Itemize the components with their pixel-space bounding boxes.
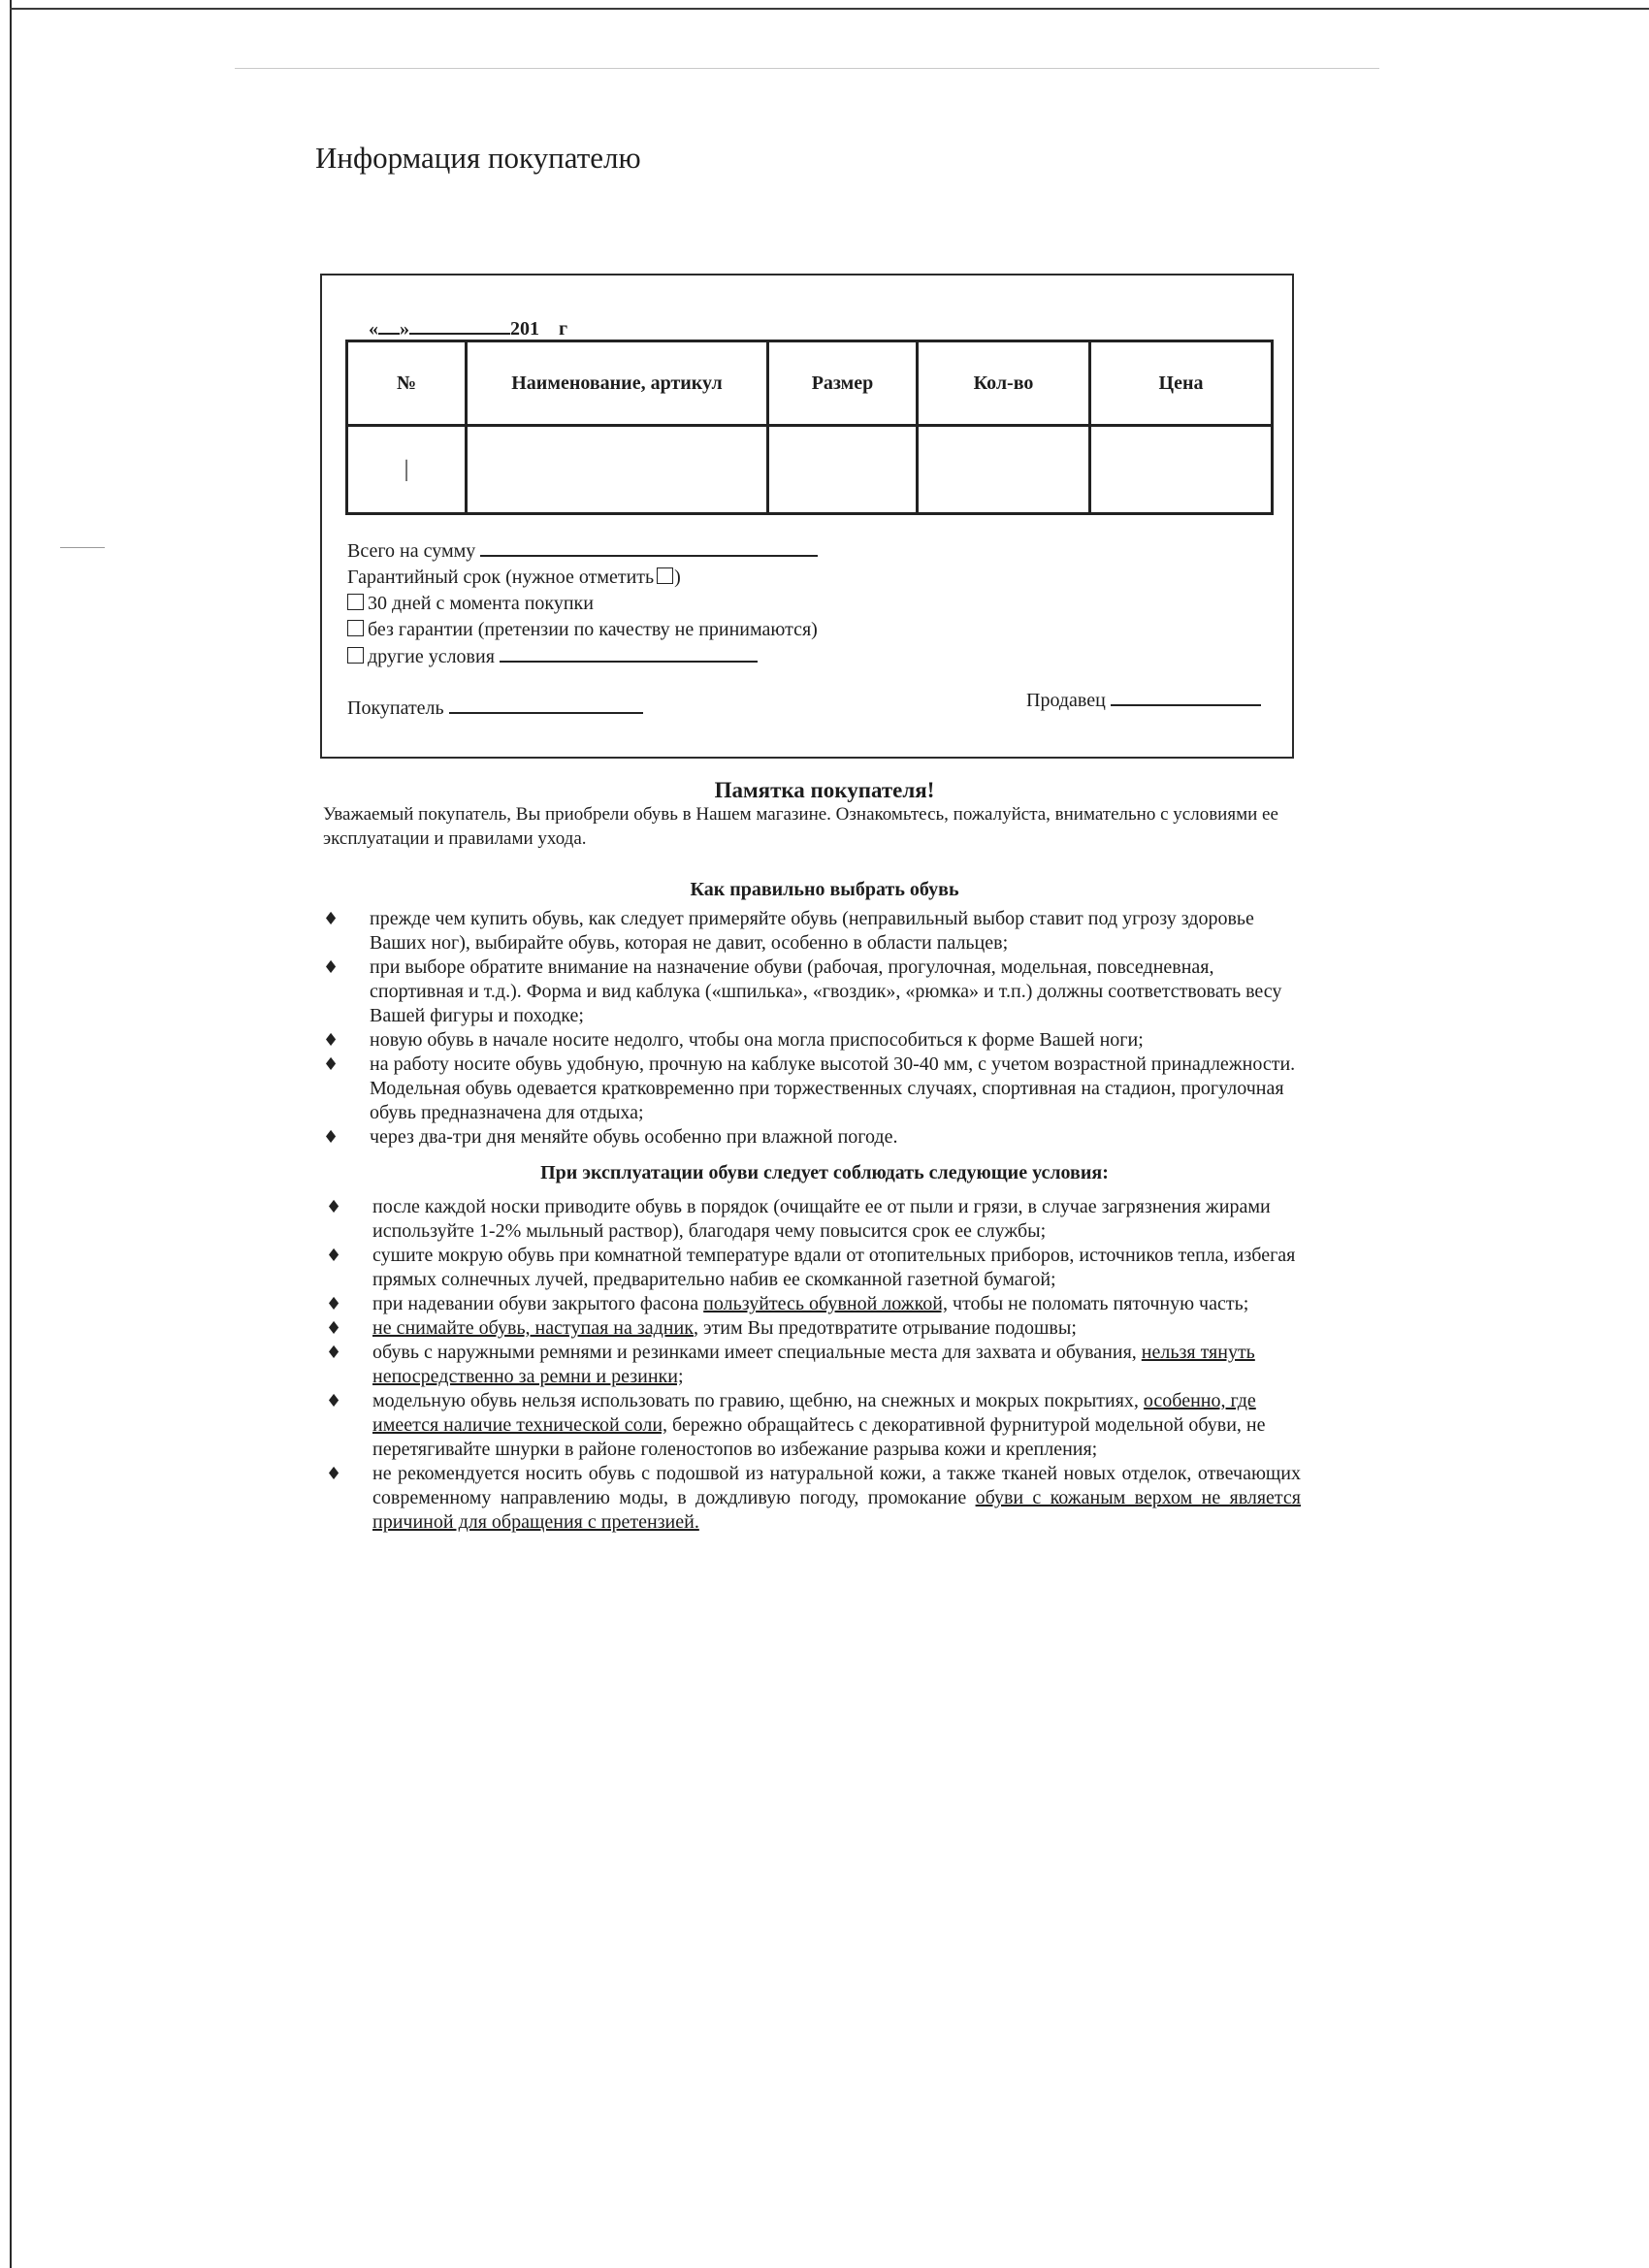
checkbox-no-warranty[interactable] [347,620,364,636]
total-line [347,537,818,565]
list-item: ♦ обувь с наружными ремнями и резинками имеет специальные места для захвата и обувания, нельзя тянуть непосредственно за ремни и резинки; [326,1342,1255,1387]
diamond-bullet-icon: ♦ [326,1197,342,1217]
size-cell[interactable] [768,426,918,514]
column-header: Кол-во [918,341,1090,426]
memo-title: Памятка покупателя! [714,778,935,802]
diamond-bullet-icon: ♦ [323,1030,340,1051]
list-item: ♦ сушите мокрую обувь при комнатной температуре вдали от отопительных приборов, источников тепла, избегая прямых солнечных лучей, предварительно набив ее скомканной газетной бумагой; [326,1245,1296,1290]
diamond-bullet-icon: ♦ [326,1464,342,1484]
list-item: ♦ через два-три дня меняйте обувь особенно при влажной погоде. [323,1126,898,1148]
list-item: ♦ новую обувь в начале носите недолго, чтобы она могла приспособиться к форме Вашей ноги; [323,1029,1144,1051]
choose-heading: Как правильно выбрать обувь [690,879,959,900]
checkbox-30-days[interactable] [347,594,364,610]
diamond-bullet-icon: ♦ [326,1294,342,1314]
header-divider [235,68,1379,69]
day-field[interactable] [378,333,400,335]
buyer-signature-line [347,695,643,720]
list-item: ♦ не рекомендуется носить обувь с подошвой из натуральной кожи, а также тканей новых отделок, отвечающих современному направлению моды, в дождливую погоду, промокание обуви с кожаным верхом не является причиной для обращения с претензией. [326,1463,1301,1533]
list-item: ♦ при выборе обратите внимание на назначение обуви (рабочая, прогулочная, модельная, повседневная, спортивная и т.д.). Форма и вид каблука («шпилька», «гвоздик», «рюмка» и т.п.) должны соответствовать весу Вашей фигуры и походке; [323,956,1282,1026]
memo-intro: Уважаемый покупатель, Вы приобрели обувь в Нашем магазине. Ознакомьтесь, пожалуйста, внимательно с условиями ее эксплуатации и правилами ухода. [323,804,1278,849]
total-label: Всего на сумму [347,540,476,562]
diamond-bullet-icon: ♦ [326,1343,342,1363]
seller-signature-line [1026,687,1261,712]
list-item: ♦ при надевании обуви закрытого фасона пользуйтесь обувной ложкой, чтобы не поломать пяточную часть; [326,1293,1249,1314]
seller-label: Продавец [1026,690,1106,711]
warranty-line [347,565,818,591]
checkbox-icon [657,567,673,584]
scan-edge [10,0,12,2268]
item-name-cell[interactable] [467,426,768,514]
receipt-form [320,274,1294,759]
list-item: ♦ на работу носите обувь удобную, прочную на каблуке высотой 30-40 мм, с учетом возрастной принадлежности. Модельная обувь одевается кратковременно при торжественных случаях, спортивная на стадион, прогулочная обувь предназначена для отдыха; [323,1053,1296,1123]
quantity-cell[interactable] [918,426,1090,514]
month-field[interactable] [409,333,510,335]
goods-table [345,340,1274,515]
choose-list [323,907,1298,1150]
receipt-details [347,537,818,670]
list-item: ♦ не снимайте обувь, наступая на задник, этим Вы предотвратите отрывание подошвы; [326,1317,1077,1339]
diamond-bullet-icon: ♦ [326,1318,342,1339]
scan-edge [10,8,1649,10]
option-no-warranty-label: без гарантии (претензии по качеству не принимаются) [368,619,818,640]
option-no-warranty [347,617,818,643]
usage-heading: При эксплуатации обуви следует соблюдать следующие условия: [540,1162,1109,1183]
row-number-cell[interactable]: | [347,426,467,514]
other-conditions-field[interactable] [500,643,758,663]
column-header: № [347,341,467,426]
date-close-quote: » [400,318,409,340]
price-cell[interactable] [1090,426,1273,514]
buyer-label: Покупатель [347,697,444,719]
diamond-bullet-icon: ♦ [323,1054,340,1075]
table-row [347,426,1273,514]
option-other [347,643,818,670]
usage-list [326,1195,1301,1535]
checkbox-other[interactable] [347,647,364,664]
diamond-bullet-icon: ♦ [323,1127,340,1148]
option-30-days-label: 30 дней с момента покупки [368,593,594,614]
diamond-bullet-icon: ♦ [326,1391,342,1411]
page-title: Информация покупателю [315,141,641,175]
option-other-label: другие условия [368,646,495,667]
buyer-signature-field[interactable] [449,695,643,714]
column-header: Цена [1090,341,1273,426]
column-header: Размер [768,341,918,426]
total-field[interactable] [480,537,818,557]
column-header: Наименование, артикул [467,341,768,426]
year-suffix: г [559,318,568,340]
year-prefix: 201 [510,318,539,340]
warranty-close: ) [674,567,681,588]
diamond-bullet-icon: ♦ [326,1246,342,1266]
date-open-quote: « [369,318,378,340]
diamond-bullet-icon: ♦ [323,957,340,978]
list-item: ♦ модельную обувь нельзя использовать по гравию, щебню, на снежных и мокрых покрытиях, особенно, где имеется наличие технической соли, бережно обращайтесь с декоративной фурнитурой модельной обуви, не перетягивайте шнурки в районе голеностопов во избежание разрыва кожи и крепления; [326,1390,1266,1460]
option-30-days [347,591,818,617]
table-header-row [347,341,1273,426]
scan-mark [60,547,105,548]
date-line [369,318,567,340]
diamond-bullet-icon: ♦ [323,909,340,929]
list-item: ♦ после каждой носки приводите обувь в порядок (очищайте ее от пыли и грязи, в случае загрязнения жирами используйте 1-2% мыльный раствор), благодаря чему повысится срок ее службы; [326,1196,1271,1242]
list-item: ♦ прежде чем купить обувь, как следует примеряйте обувь (неправильный выбор ставит под угрозу здоровье Ваших ног), выбирайте обувь, которая не давит, особенно в области пальцев; [323,908,1254,954]
warranty-label: Гарантийный срок (нужное отметить [347,567,655,588]
seller-signature-field[interactable] [1111,687,1261,706]
